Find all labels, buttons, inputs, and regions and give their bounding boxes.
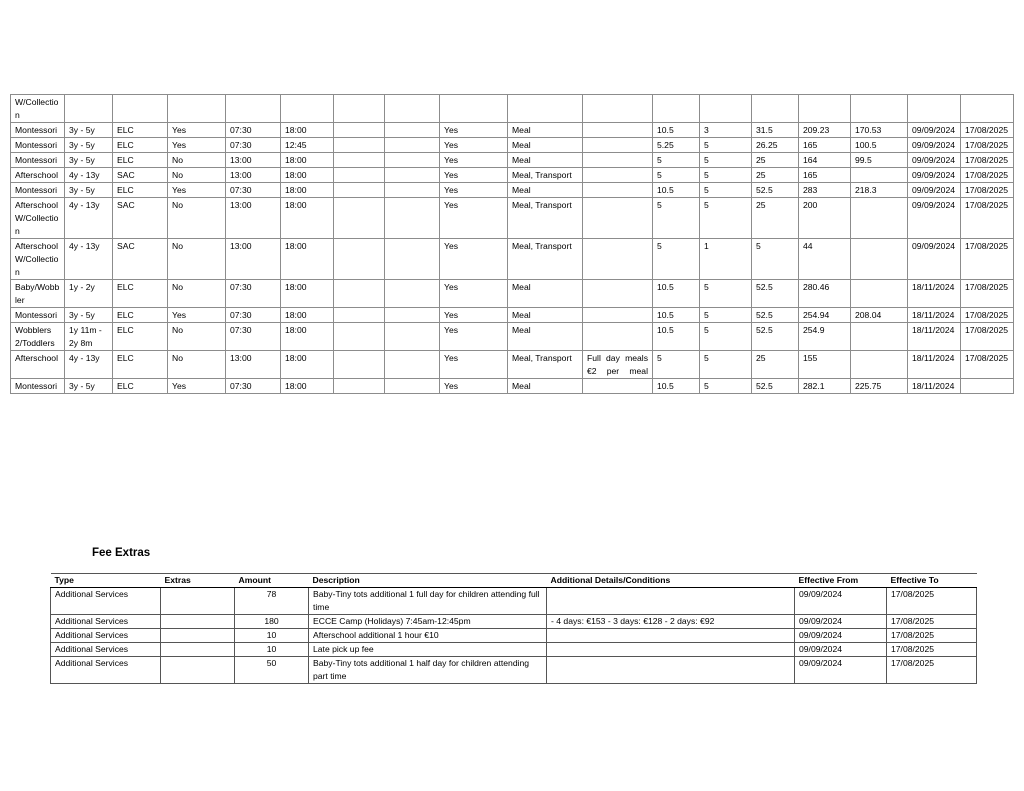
cell-extras [161, 629, 235, 643]
cell-name: Montessori [11, 379, 65, 394]
cell-type: ELC [113, 308, 168, 323]
cell-to: 17/08/2025 [961, 138, 1014, 153]
cell-to: 17/08/2025 [887, 657, 977, 684]
cell-c8 [385, 153, 440, 168]
table-row [11, 280, 1014, 308]
cell-c8 [385, 123, 440, 138]
cell-hours: 10.5 [653, 308, 700, 323]
cell-end: 18:00 [281, 153, 334, 168]
cell-hours: 5 [653, 351, 700, 379]
cell-description: Baby-Tiny tots additional 1 full day for children attending full time [309, 588, 547, 615]
cell-to: 17/08/2025 [961, 168, 1014, 183]
cell-end: 18:00 [281, 280, 334, 308]
cell-c8 [385, 168, 440, 183]
cell-details [547, 629, 795, 643]
cell-full-fee: 254.94 [799, 308, 851, 323]
cell-to [961, 379, 1014, 394]
cell-type: Additional Services [51, 643, 161, 657]
cell-days: 5 [700, 280, 752, 308]
cell-notes [583, 123, 653, 138]
cell-days: 5 [700, 138, 752, 153]
cell-age [65, 95, 113, 123]
cell-days: 5 [700, 351, 752, 379]
cell-to: 17/08/2025 [961, 183, 1014, 198]
cell-c7 [334, 168, 385, 183]
cell-type: ELC [113, 138, 168, 153]
cell-ecce-fee: 208.04 [851, 308, 908, 323]
cell-start: 07:30 [226, 308, 281, 323]
cell-c7 [334, 323, 385, 351]
cell-ecce-fee [851, 239, 908, 280]
table-row [11, 351, 1014, 379]
cell-c9: Yes [440, 153, 508, 168]
cell-total-hours: 52.5 [752, 280, 799, 308]
cell-age: 3y - 5y [65, 123, 113, 138]
cell-days: 5 [700, 183, 752, 198]
cell-type: SAC [113, 198, 168, 239]
cell-end: 18:00 [281, 198, 334, 239]
cell-name: Montessori [11, 138, 65, 153]
cell-details: - 4 days: €153 - 3 days: €128 - 2 days: €92 [547, 615, 795, 629]
cell-c7 [334, 153, 385, 168]
cell-c7 [334, 308, 385, 323]
cell-ecce-fee: 225.75 [851, 379, 908, 394]
cell-age: 1y - 2y [65, 280, 113, 308]
cell-hours: 5.25 [653, 138, 700, 153]
cell-c7 [334, 95, 385, 123]
cell-description: ECCE Camp (Holidays) 7:45am-12:45pm [309, 615, 547, 629]
cell-to: 17/08/2025 [961, 123, 1014, 138]
cell-c9: Yes [440, 379, 508, 394]
cell-start: 07:30 [226, 123, 281, 138]
cell-total-hours: 25 [752, 351, 799, 379]
cell-c9: Yes [440, 138, 508, 153]
cell-full-fee: 165 [799, 168, 851, 183]
cell-total-hours: 26.25 [752, 138, 799, 153]
cell-from: 09/09/2024 [795, 657, 887, 684]
cell-total-hours: 52.5 [752, 323, 799, 351]
cell-to: 17/08/2025 [961, 198, 1014, 239]
cell-to: 17/08/2025 [887, 588, 977, 615]
fee-extras-row [51, 629, 977, 643]
cell-days: 5 [700, 323, 752, 351]
column-header: Additional Details/Conditions [547, 574, 795, 588]
cell-name: Montessori [11, 153, 65, 168]
column-header: Effective To [887, 574, 977, 588]
cell-total-hours: 52.5 [752, 183, 799, 198]
cell-name: Montessori [11, 123, 65, 138]
cell-ecce-fee: 170.53 [851, 123, 908, 138]
cell-type: ELC [113, 153, 168, 168]
cell-c7 [334, 239, 385, 280]
cell-ecce-fee [851, 198, 908, 239]
cell-total-hours [752, 95, 799, 123]
table-row [11, 183, 1014, 198]
cell-days: 5 [700, 379, 752, 394]
cell-days: 5 [700, 198, 752, 239]
cell-hours: 5 [653, 153, 700, 168]
cell-hours: 10.5 [653, 379, 700, 394]
cell-c9: Yes [440, 280, 508, 308]
cell-c7 [334, 138, 385, 153]
cell-details [547, 657, 795, 684]
fee-extras-table [50, 573, 977, 684]
cell-notes: Full day meals €2 per meal [583, 351, 653, 379]
cell-extras [161, 643, 235, 657]
cell-ecce: No [168, 198, 226, 239]
cell-notes [583, 183, 653, 198]
cell-notes [583, 95, 653, 123]
cell-type [113, 95, 168, 123]
cell-full-fee: 209.23 [799, 123, 851, 138]
cell-full-fee: 254.9 [799, 323, 851, 351]
cell-c8 [385, 379, 440, 394]
fee-extras-row [51, 588, 977, 615]
cell-total-hours: 31.5 [752, 123, 799, 138]
cell-end: 18:00 [281, 239, 334, 280]
table-row [11, 239, 1014, 280]
cell-end [281, 95, 334, 123]
cell-ecce: Yes [168, 379, 226, 394]
table-row [11, 323, 1014, 351]
table-row [11, 168, 1014, 183]
cell-days: 5 [700, 168, 752, 183]
cell-end: 18:00 [281, 123, 334, 138]
cell-ecce: Yes [168, 138, 226, 153]
cell-from: 09/09/2024 [908, 138, 961, 153]
cell-start: 13:00 [226, 239, 281, 280]
cell-includes [508, 95, 583, 123]
column-header: Description [309, 574, 547, 588]
cell-days: 5 [700, 153, 752, 168]
cell-c9: Yes [440, 123, 508, 138]
cell-type: Additional Services [51, 657, 161, 684]
cell-to: 17/08/2025 [887, 615, 977, 629]
cell-hours: 5 [653, 168, 700, 183]
cell-type: Additional Services [51, 615, 161, 629]
cell-c9: Yes [440, 323, 508, 351]
cell-notes [583, 198, 653, 239]
cell-c8 [385, 95, 440, 123]
cell-from: 09/09/2024 [908, 153, 961, 168]
cell-start: 07:30 [226, 280, 281, 308]
cell-notes [583, 323, 653, 351]
cell-full-fee: 200 [799, 198, 851, 239]
cell-full-fee [799, 95, 851, 123]
cell-ecce [168, 95, 226, 123]
cell-end: 18:00 [281, 351, 334, 379]
cell-to: 17/08/2025 [961, 323, 1014, 351]
cell-ecce: No [168, 323, 226, 351]
cell-start: 13:00 [226, 168, 281, 183]
cell-from: 18/11/2024 [908, 351, 961, 379]
cell-age: 3y - 5y [65, 183, 113, 198]
cell-c8 [385, 198, 440, 239]
cell-notes [583, 280, 653, 308]
cell-full-fee: 280.46 [799, 280, 851, 308]
cell-start: 07:30 [226, 379, 281, 394]
cell-to: 17/08/2025 [961, 153, 1014, 168]
column-header: Amount [235, 574, 309, 588]
cell-ecce: No [168, 351, 226, 379]
cell-extras [161, 588, 235, 615]
fee-extras-header-row [51, 574, 977, 588]
cell-total-hours: 25 [752, 168, 799, 183]
cell-start [226, 95, 281, 123]
cell-to: 17/08/2025 [961, 239, 1014, 280]
table-row [11, 308, 1014, 323]
cell-full-fee: 283 [799, 183, 851, 198]
cell-c8 [385, 183, 440, 198]
table-row [11, 153, 1014, 168]
cell-full-fee: 282.1 [799, 379, 851, 394]
cell-amount: 10 [235, 643, 309, 657]
cell-c9 [440, 95, 508, 123]
column-header: Type [51, 574, 161, 588]
cell-hours: 5 [653, 239, 700, 280]
cell-notes [583, 168, 653, 183]
cell-type: ELC [113, 379, 168, 394]
cell-from: 18/11/2024 [908, 379, 961, 394]
cell-start: 07:30 [226, 138, 281, 153]
cell-hours: 10.5 [653, 183, 700, 198]
cell-type: ELC [113, 183, 168, 198]
cell-ecce: Yes [168, 123, 226, 138]
cell-hours: 10.5 [653, 123, 700, 138]
cell-amount: 78 [235, 588, 309, 615]
cell-name: Montessori [11, 183, 65, 198]
cell-includes: Meal [508, 323, 583, 351]
cell-c9: Yes [440, 308, 508, 323]
cell-includes: Meal [508, 379, 583, 394]
cell-full-fee: 44 [799, 239, 851, 280]
cell-c8 [385, 280, 440, 308]
cell-ecce-fee: 100.5 [851, 138, 908, 153]
cell-notes [583, 239, 653, 280]
cell-c7 [334, 198, 385, 239]
cell-description: Late pick up fee [309, 643, 547, 657]
cell-days: 3 [700, 123, 752, 138]
cell-ecce-fee [851, 323, 908, 351]
cell-name: Wobblers 2/Toddlers [11, 323, 65, 351]
table-row [11, 198, 1014, 239]
cell-name: Baby/Wobbler [11, 280, 65, 308]
cell-c7 [334, 280, 385, 308]
cell-to: 17/08/2025 [961, 351, 1014, 379]
column-header: Effective From [795, 574, 887, 588]
cell-c9: Yes [440, 198, 508, 239]
cell-hours: 5 [653, 198, 700, 239]
cell-type: ELC [113, 280, 168, 308]
cell-from: 09/09/2024 [908, 183, 961, 198]
table-row [11, 379, 1014, 394]
cell-includes: Meal [508, 308, 583, 323]
cell-c8 [385, 323, 440, 351]
cell-name: Afterschool W/Collection [11, 198, 65, 239]
cell-hours: 10.5 [653, 323, 700, 351]
cell-end: 18:00 [281, 168, 334, 183]
fee-extras-row [51, 657, 977, 684]
cell-c9: Yes [440, 351, 508, 379]
cell-end: 12:45 [281, 138, 334, 153]
cell-notes [583, 138, 653, 153]
cell-full-fee: 164 [799, 153, 851, 168]
cell-name: W/Collection [11, 95, 65, 123]
cell-days [700, 95, 752, 123]
fee-schedule-table [10, 94, 1014, 394]
cell-from: 09/09/2024 [795, 629, 887, 643]
cell-age: 4y - 13y [65, 168, 113, 183]
cell-c9: Yes [440, 183, 508, 198]
cell-c8 [385, 239, 440, 280]
cell-includes: Meal [508, 153, 583, 168]
cell-from: 09/09/2024 [908, 123, 961, 138]
cell-includes: Meal [508, 138, 583, 153]
cell-c8 [385, 351, 440, 379]
cell-amount: 10 [235, 629, 309, 643]
cell-name: Afterschool [11, 168, 65, 183]
cell-age: 4y - 13y [65, 351, 113, 379]
cell-from: 18/11/2024 [908, 308, 961, 323]
cell-ecce: No [168, 168, 226, 183]
cell-from: 09/09/2024 [795, 588, 887, 615]
cell-type: SAC [113, 168, 168, 183]
cell-from: 09/09/2024 [908, 168, 961, 183]
cell-start: 13:00 [226, 351, 281, 379]
cell-c7 [334, 183, 385, 198]
cell-from [908, 95, 961, 123]
cell-c7 [334, 379, 385, 394]
fee-extras-row [51, 643, 977, 657]
table-row [11, 95, 1014, 123]
cell-c9: Yes [440, 168, 508, 183]
cell-includes: Meal, Transport [508, 351, 583, 379]
cell-total-hours: 52.5 [752, 379, 799, 394]
cell-to: 17/08/2025 [887, 643, 977, 657]
cell-start: 07:30 [226, 183, 281, 198]
cell-includes: Meal, Transport [508, 168, 583, 183]
cell-to: 17/08/2025 [961, 308, 1014, 323]
cell-ecce: Yes [168, 308, 226, 323]
cell-c7 [334, 123, 385, 138]
fee-extras-title: Fee Extras [92, 547, 151, 559]
cell-start: 13:00 [226, 198, 281, 239]
cell-type: ELC [113, 351, 168, 379]
cell-total-hours: 25 [752, 198, 799, 239]
cell-amount: 50 [235, 657, 309, 684]
table-row [11, 138, 1014, 153]
cell-extras [161, 657, 235, 684]
cell-from: 18/11/2024 [908, 280, 961, 308]
cell-start: 13:00 [226, 153, 281, 168]
cell-from: 09/09/2024 [908, 239, 961, 280]
cell-name: Afterschool [11, 351, 65, 379]
cell-end: 18:00 [281, 183, 334, 198]
cell-c7 [334, 351, 385, 379]
cell-details [547, 643, 795, 657]
cell-hours [653, 95, 700, 123]
cell-days: 5 [700, 308, 752, 323]
cell-name: Afterschool W/Collection [11, 239, 65, 280]
cell-to: 17/08/2025 [887, 629, 977, 643]
cell-age: 3y - 5y [65, 153, 113, 168]
cell-from: 09/09/2024 [795, 615, 887, 629]
cell-full-fee: 165 [799, 138, 851, 153]
cell-ecce: No [168, 280, 226, 308]
cell-age: 3y - 5y [65, 138, 113, 153]
cell-ecce-fee [851, 95, 908, 123]
cell-name: Montessori [11, 308, 65, 323]
cell-age: 4y - 13y [65, 198, 113, 239]
cell-type: SAC [113, 239, 168, 280]
cell-days: 1 [700, 239, 752, 280]
cell-age: 1y 11m - 2y 8m [65, 323, 113, 351]
cell-details [547, 588, 795, 615]
cell-notes [583, 308, 653, 323]
cell-extras [161, 615, 235, 629]
cell-c8 [385, 308, 440, 323]
cell-ecce-fee: 218.3 [851, 183, 908, 198]
cell-notes [583, 153, 653, 168]
cell-ecce-fee [851, 168, 908, 183]
cell-type: ELC [113, 123, 168, 138]
cell-amount: 180 [235, 615, 309, 629]
cell-end: 18:00 [281, 308, 334, 323]
cell-hours: 10.5 [653, 280, 700, 308]
cell-ecce: No [168, 239, 226, 280]
cell-end: 18:00 [281, 379, 334, 394]
cell-type: ELC [113, 323, 168, 351]
cell-includes: Meal [508, 123, 583, 138]
cell-end: 18:00 [281, 323, 334, 351]
fee-extras-row [51, 615, 977, 629]
cell-includes: Meal, Transport [508, 239, 583, 280]
cell-ecce: No [168, 153, 226, 168]
cell-from: 09/09/2024 [795, 643, 887, 657]
cell-ecce-fee: 99.5 [851, 153, 908, 168]
cell-ecce: Yes [168, 183, 226, 198]
cell-to [961, 95, 1014, 123]
cell-ecce-fee [851, 280, 908, 308]
cell-total-hours: 25 [752, 153, 799, 168]
cell-start: 07:30 [226, 323, 281, 351]
cell-age: 4y - 13y [65, 239, 113, 280]
cell-age: 3y - 5y [65, 308, 113, 323]
cell-full-fee: 155 [799, 351, 851, 379]
cell-age: 3y - 5y [65, 379, 113, 394]
cell-notes [583, 379, 653, 394]
cell-includes: Meal, Transport [508, 198, 583, 239]
cell-c8 [385, 138, 440, 153]
cell-description: Baby-Tiny tots additional 1 half day for children attending part time [309, 657, 547, 684]
table-row [11, 123, 1014, 138]
cell-from: 18/11/2024 [908, 323, 961, 351]
cell-includes: Meal [508, 183, 583, 198]
cell-description: Afterschool additional 1 hour €10 [309, 629, 547, 643]
cell-type: Additional Services [51, 629, 161, 643]
cell-total-hours: 52.5 [752, 308, 799, 323]
cell-ecce-fee [851, 351, 908, 379]
cell-to: 17/08/2025 [961, 280, 1014, 308]
column-header: Extras [161, 574, 235, 588]
cell-type: Additional Services [51, 588, 161, 615]
cell-total-hours: 5 [752, 239, 799, 280]
cell-from: 09/09/2024 [908, 198, 961, 239]
cell-c9: Yes [440, 239, 508, 280]
cell-includes: Meal [508, 280, 583, 308]
